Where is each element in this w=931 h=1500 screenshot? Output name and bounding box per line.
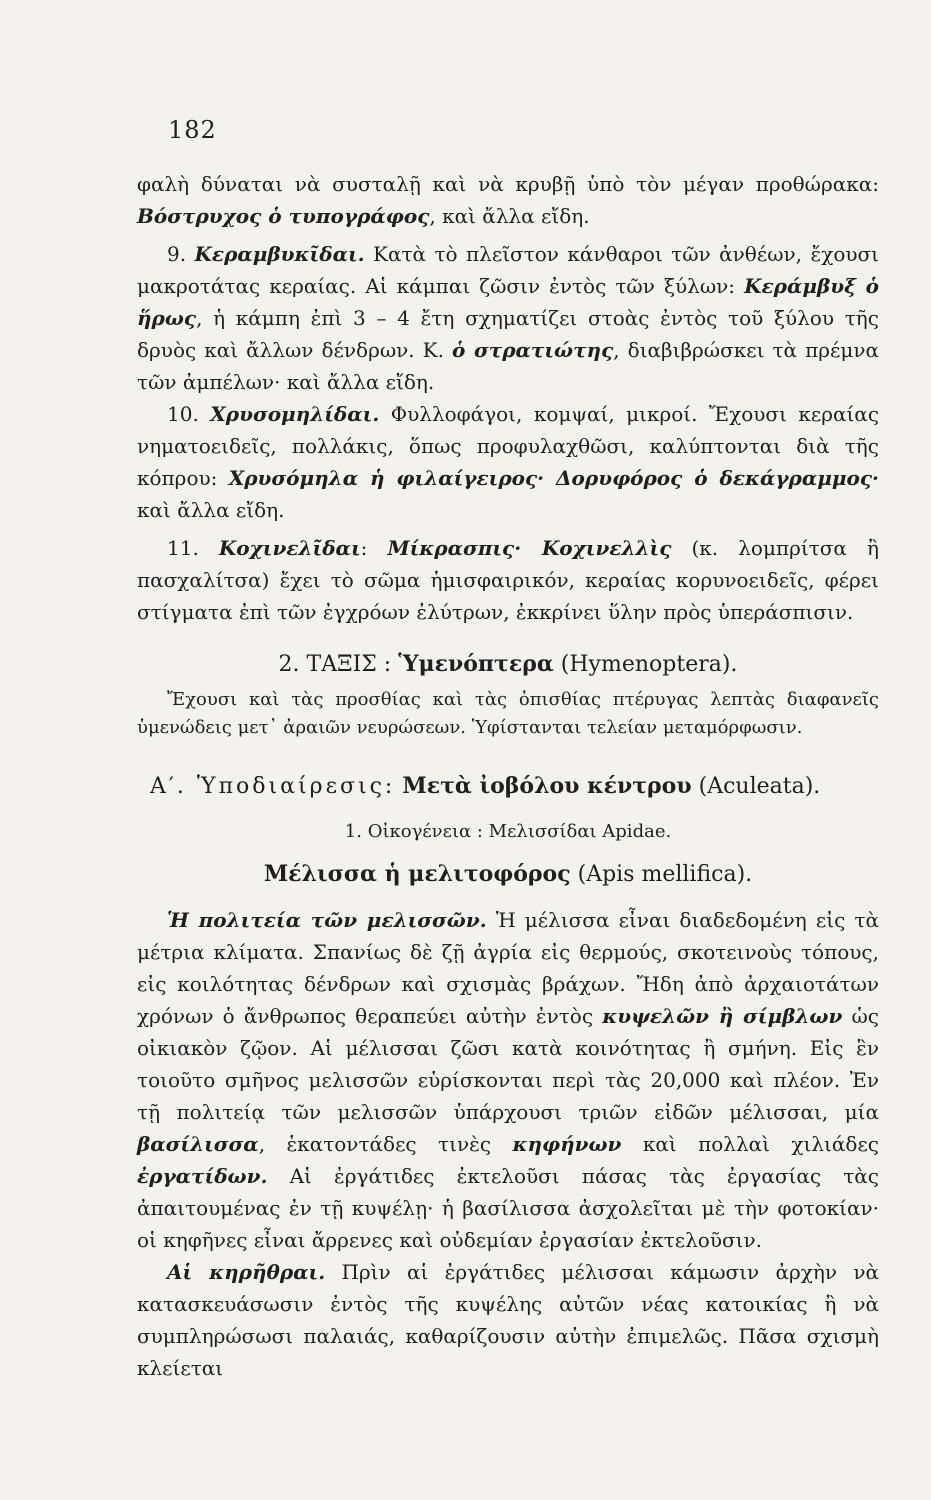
text: καὶ πολλαὶ χιλιάδες xyxy=(642,1132,880,1156)
emphasis: βασίλισσα xyxy=(137,1132,259,1156)
text-block-top xyxy=(137,168,879,628)
page-number: 182 xyxy=(168,116,217,144)
paragraph-continuation xyxy=(137,168,879,232)
species-name: ὁ στρατιώτης xyxy=(452,338,614,362)
text: Ἡ μέλισσα εἶναι διαδεδομένη εἰς τὰ μέτρια κλίματα. Σπανίως δὲ ζῇ ἀγρία εἰς θερμούς, σκοτεινοὺς τόπους, εἰς κοιλότητας δένδρων καὶ σχισμὰς βράχων. Ἤδη ἀπὸ ἀρχαιοτάτων χρόνων ὁ ἄνθρωπος θεραπεύει αὐτὴν ἐντὸς xyxy=(137,908,880,1028)
order-description: Ἔχουσι καὶ τὰς προσθίας καὶ τὰς ὀπισθίας πτέρυγας λεπτὰς διαφανεῖς ὑμενώδεις μετ᾽ ἀραιῶν νευρώσεων. Ὑφίστανται τελείαν μεταμόρφωσιν. xyxy=(137,689,879,738)
subdivision-latin: (Aculeata). xyxy=(698,774,821,799)
item-number: 9. xyxy=(167,242,187,266)
family-heading: 1. Οἰκογένεια : Μελισσίδαι Apidae. xyxy=(344,821,672,842)
paragraph-polity xyxy=(137,904,879,1256)
family-name: Κεραμβυκῖδαι. xyxy=(194,242,365,266)
emphasis: κυψελῶν ἢ σίμβλων xyxy=(602,1004,843,1028)
text-block-bottom xyxy=(137,904,879,1384)
species-latin: (Apis mellifica). xyxy=(577,862,753,887)
paragraph-lead: Αἱ κηρῆθραι. xyxy=(167,1260,326,1284)
subdivision-label: Α′. Ὑποδιαίρεσις: xyxy=(150,774,396,799)
text: (κ. λομπρίτσα ἢ πασχαλίτσα) ἔχει τὸ σῶμα ἡμισφαιρικόν, κεραίας κορυνοειδεῖς, φέρει στίγματα ἐπὶ τῶν ἐγχρόων ἐλύτρων, ἐκκρίνει ὕλην πρὸς ὑπεράσπισιν. xyxy=(137,536,880,624)
order-name: Ὑμενόπτερα xyxy=(398,651,554,677)
text: Πρὶν αἱ ἐργάτιδες μέλισσαι κάμωσιν ἀρχὴν νὰ κατασκευάσωσιν ἐντὸς τῆς κυψέλης αὐτῶν νέας κατοικίας ἢ νὰ συμπληρώσωσι παλαιάς, καθαρίζουσιν αὐτὴν ἐπιμελῶς. Πᾶσα σχισμὴ κλείεται xyxy=(137,1260,879,1380)
family-name: Χρυσομηλίδαι. xyxy=(210,402,380,426)
paragraph-11 xyxy=(137,532,879,628)
paragraph-lead: Ἡ πολιτεία τῶν μελισσῶν. xyxy=(167,908,487,932)
paragraph-9 xyxy=(137,238,879,398)
text: Κατὰ τὸ πλεῖστον κάνθαροι τῶν ἀνθέων, ἔχουσι μακροτάτας κεραίας. Αἱ κάμπαι ζῶσιν ἐντὸς τῶν ξύλων: xyxy=(137,242,880,298)
text: Φυλλοφάγοι, κομψαί, μικροί. Ἔχουσι κεραίας νηματοειδεῖς, πολλάκις, ὅπως προφυλαχθῶσι, καλύπτονται διὰ τῆς κόπρου: xyxy=(137,402,880,490)
species-name: Κεράμβυξ ὁ ἥρως xyxy=(137,274,879,330)
text: , ἡ κάμπη ἐπὶ 3 – 4 ἔτη σχηματίζει στοὰς ἐντὸς τοῦ ξύλου τῆς δρυὸς καὶ ἄλλων δένδρων. Κ. xyxy=(137,306,879,362)
species-name: Χρυσόμηλα ἡ φιλαίγειρος· Δορυφόρος ὁ δεκάγραμμος· xyxy=(228,466,880,490)
species-heading xyxy=(137,858,879,891)
paragraph-10 xyxy=(137,398,879,526)
text: , ἑκατοντάδες τινὲς xyxy=(258,1132,492,1156)
text: φαλὴ δύναται νὰ συσταλῇ καὶ νὰ κρυβῇ ὑπὸ τὸν μέγαν προθώρακα: xyxy=(137,172,879,196)
text: : xyxy=(360,536,368,560)
subdivision-heading xyxy=(150,770,879,803)
item-number: 11. xyxy=(167,536,199,560)
subdivision-name: Μετὰ ἰοβόλου κέντρου xyxy=(402,773,692,799)
text: , καὶ ἄλλα εἴδη. xyxy=(429,204,590,228)
emphasis: κηφήνων xyxy=(512,1132,622,1156)
order-label: 2. ΤΑΞΙΣ : xyxy=(278,652,392,677)
species-name: Βόστρυχος ὁ τυπογράφος xyxy=(137,204,430,228)
text: ὡς οἰκιακὸν ζῷον. Αἱ μέλισσαι ζῶσι κατὰ κοινότητας ἢ σμήνη. Εἰς ἓν τοιοῦτο σμῆνος μελισσῶν εὑρίσκονται περὶ τὰς 20,000 καὶ πλέον. Ἐν τῇ πολιτείᾳ τῶν μελισσῶν ὑπάρχουσι τριῶν εἰδῶν μέλισσαι, μία xyxy=(137,1004,880,1124)
species-name: Μίκρασπις· Κοχινελλὶς xyxy=(387,536,672,560)
species-title: Μέλισσα ἡ μελιτοφόρος xyxy=(263,861,571,887)
order-heading xyxy=(137,648,879,681)
item-number: 10. xyxy=(167,402,199,426)
order-latin: (Hymenoptera). xyxy=(560,652,738,677)
text: , διαβιβρώσκει τὰ πρέμνα τῶν ἀμπέλων· καὶ ἄλλα εἴδη. xyxy=(137,338,880,394)
paragraph-combs xyxy=(137,1256,879,1384)
family-name: Κοχινελῖδαι xyxy=(218,536,361,560)
emphasis: ἐργατίδων. xyxy=(137,1164,268,1188)
text: καὶ ἄλλα εἴδη. xyxy=(137,498,285,522)
text: Αἱ ἐργάτιδες ἐκτελοῦσι πάσας τὰς ἐργασίας τὰς ἀπαιτουμένας ἐν τῇ κυψέλῃ· ἡ βασίλισσα ἀσχολεῖται μὲ τὴν φοτοκίαν· οἱ κηφῆνες εἶναι ἄρρενες καὶ οὐδεμίαν ἐργασίαν ἐκτελοῦσιν. xyxy=(137,1164,880,1252)
